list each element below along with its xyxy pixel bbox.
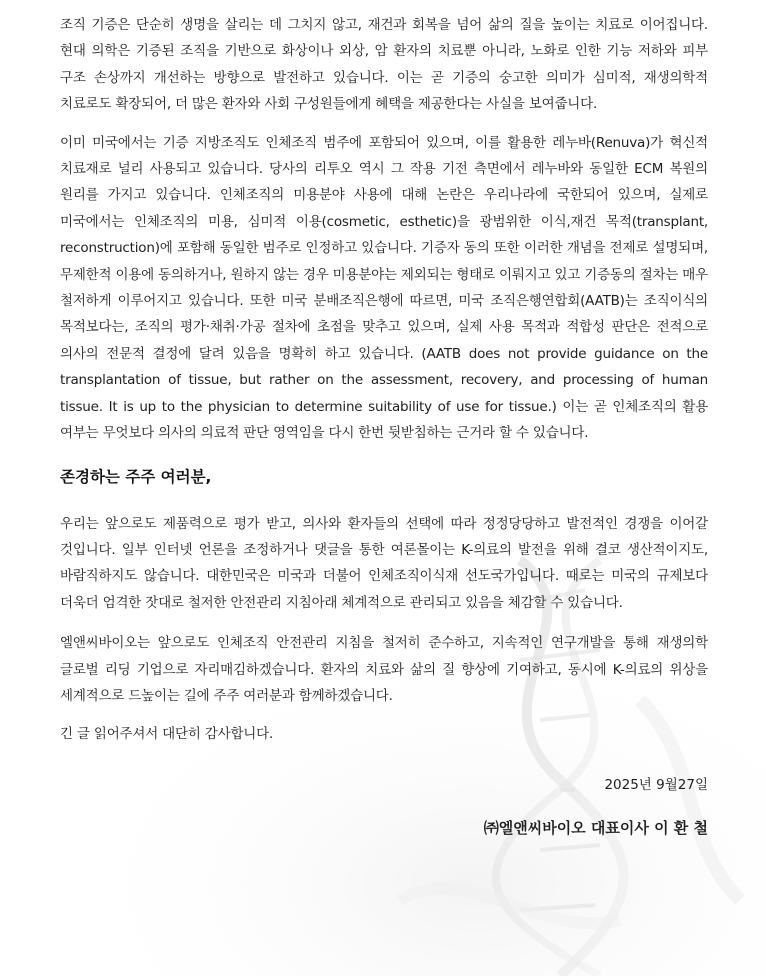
paragraph-company-commitment: 엘앤씨바이오는 앞으로도 인체조직 안전관리 지침을 철저히 준수하고, 지속적인 연구개발을 통해 재생의학 글로벌 리딩 기업으로 자리매김하겠습니다. 환자의 치료와 삶의 질 향상에 기여하고, 동시에 K-의료의 위상을 세계적으로 드높이는 길에 주주 여러분과 함께하겠습니다. xyxy=(60,635,708,704)
paragraph-thanks: 긴 글 읽어주셔서 대단히 감사합니다. xyxy=(60,726,274,743)
shareholder-greeting: 존경하는 주주 여러분, xyxy=(60,467,212,486)
paragraph-tissue-donation: 조직 기증은 단순히 생명을 살리는 데 그치지 않고, 재건과 회복을 넘어 삶의 질을 높이는 치료로 이어집니다. 현대 의학은 기증된 조직을 기반으로 화상이나 외상, 암 환자의 치료뿐 아니라, 노화로 인한 기능 저하와 피부 구조 손상까지 개선하는 방향으로 발전하고 있습니다. 이는 곧 기증의 숭고한 의미가 심미적, 재생의학적 치료로도 확장되어, 더 많은 환자와 사회 구성원들에게 혜택을 제공한다는 사실을 보여줍니다. xyxy=(60,17,708,113)
paragraph-fair-competition: 우리는 앞으로도 제품력으로 평가 받고, 의사와 환자들의 선택에 따라 정정당당하고 발전적인 경쟁을 이어갈 것입니다. 일부 인터넷 언론을 조정하거나 댓글을 통한 여론몰이는 K-의료의 발전을 위해 결코 생산적이지도, 바람직하지도 않습니다. 대한민국은 미국과 더불어 인체조직이식재 선도국가입니다. 때로는 미국의 규제보다 더욱더 엄격한 잣대로 철저한 안전관리 지침아래 체계적으로 관리되고 있음을 체감할 수 있습니다. xyxy=(60,515,708,611)
ceo-signature: ㈜엘앤씨바이오 대표이사 이 환 철 xyxy=(483,818,708,837)
letter-body xyxy=(60,12,708,840)
paragraph-us-regulation: 이미 미국에서는 기증 지방조직도 인체조직 범주에 포함되어 있으며, 이를 활용한 레누바(Renuva)가 혁신적 치료재로 널리 사용되고 있습니다. 당사의 리투오 역시 그 작용 기전 측면에서 레누바와 동일한 ECM 복원의 원리를 가지고 있습니다. 인체조직의 미용분야 사용에 대해 논란은 우리나라에 국한되어 있으며, 실제로 미국에서는 인체조직의 미용, 심미적 이용(cosmetic, esthetic)을 광범위한 이식,재건 목적(transplant, reconstruction)에 포함해 동일한 범주로 인정하고 있습니다. 기증자 동의 또한 이러한 개념을 전제로 설명되며, 무제한적 이용에 동의하거나, 원하지 않는 경우 미용분야는 제외되는 형태로 이뤄지고 있고 기증동의 절차는 매우 철저하게 이루어지고 있습니다. 또한 미국 분배조직은행에 따르면, 미국 조직은행연합회(AATB)는 조직이식의 목적보다는, 조직의 평가·채취·가공 절차에 초점을 맞추고 있으며, 실제 사용 목적과 적합성 판단은 전적으로 의사의 전문적 결정에 달려 있음을 명확히 하고 있습니다. (AATB does not provide guidance on the transplantation of tissue, but rather on the assessment, recovery, and processing of human tissue. It is up to the physician to determine suitability of use for tissue.) 이는 곧 인체조직의 활용 여부는 무엇보다 의사의 의료적 판단 영역임을 다시 한번 뒷받침하는 근거라 할 수 있습니다. xyxy=(60,134,708,442)
letter-date: 2025년 9월27일 xyxy=(604,776,708,793)
